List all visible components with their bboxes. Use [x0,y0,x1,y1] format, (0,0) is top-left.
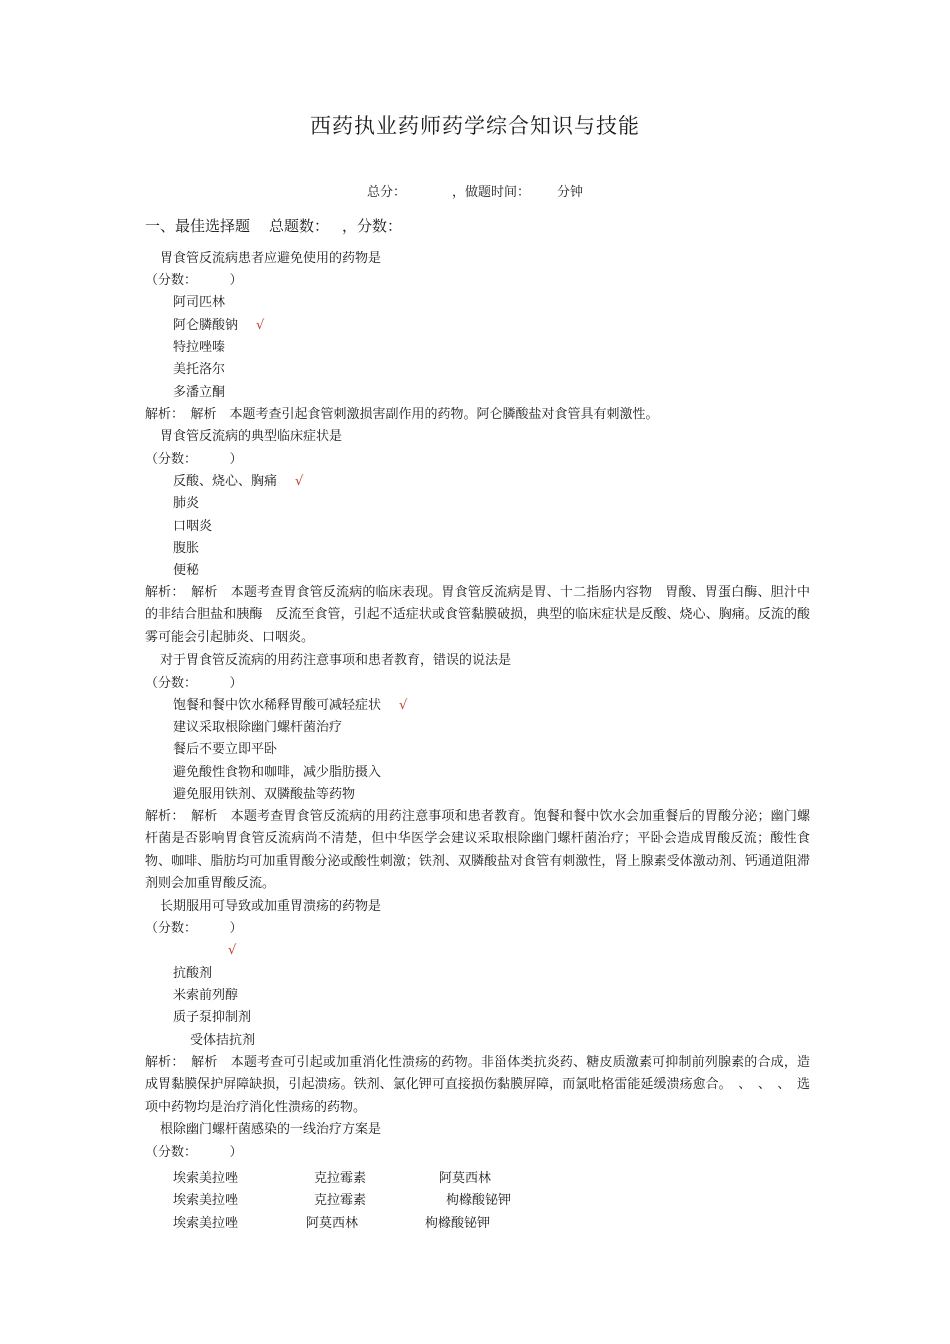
regimen-drug: 阿莫西林 [306,1216,359,1231]
analysis: 解析： 解析 本题考查胃食管反流病的临床表现。胃食管反流病是胃、十二指肠内容物 胃酸、胃蛋白酶、胆汁中的非结合胆盐和胰酶 反流至食管，引起不适症状或食管黏膜破损，典型的临床症状是反酸、烧心、胸痛。反流的酸雾可能会引起肺炎、口咽炎。 [145,585,810,645]
correct-mark: √ [399,698,408,713]
option-correct [173,698,407,714]
option: 质子泵抑制剂 [173,1010,252,1025]
option: 腹胀 [173,541,200,556]
time-label: ，做题时间： [452,185,531,200]
option-text: 反酸、烧心、胸痛 [173,474,278,489]
analysis: 解析： 解析 本题考查可引起或加重消化性溃疡的药物。非甾体类抗炎药、糖皮质激素可抑制前列腺素的合成，造成胃黏膜保护屏障缺损，引起溃疡。铁剂、氯化钾可直接损伤黏膜屏障，而氯吡格雷能延缓溃疡愈合。 、 、 、 选项中药物均是治疗消化性溃疡的药物。 [145,1055,810,1115]
option: 特拉唑嗪 [173,340,226,355]
total-score-label: 总分： [367,185,407,200]
question-score: （分数： ） [145,1145,243,1160]
option: 口咽炎 [173,519,213,534]
question-score: （分数： ） [145,921,243,936]
minutes-label: 分钟 [557,185,584,200]
option: 多潘立酮 [173,385,226,400]
regimen-drug: 阿莫西林 [439,1171,492,1186]
question-stem: 胃食管反流病的典型临床症状是 [160,429,343,444]
option: 抗酸剂 [173,966,213,981]
section-title: 一、最佳选择题 [145,217,251,235]
question-stem: 胃食管反流病患者应避免使用的药物是 [160,251,382,266]
option-correct [173,318,264,334]
page-title: 西药执业药师药学综合知识与技能 [310,114,640,138]
regimen-drug: 枸橼酸铋钾 [446,1193,512,1208]
regimen-drug: 克拉霉素 [314,1171,367,1186]
option: 避免酸性食物和咖啡，减少脂肪摄入 [173,765,382,780]
question-stem: 对于胃食管反流病的用药注意事项和患者教育，错误的说法是 [160,653,512,668]
question-score: （分数： ） [145,273,243,288]
option-text: 阿仑膦酸钠 [173,318,239,333]
question-stem: 根除幽门螺杆菌感染的一线治疗方案是 [160,1122,382,1137]
question-score: （分数： ） [145,676,243,691]
correct-mark: √ [295,474,304,489]
question-stem: 长期服用可导致或加重胃溃疡的药物是 [160,899,382,914]
option: 美托洛尔 [173,362,226,377]
correct-mark: √ [256,318,265,333]
regimen-drug: 埃索美拉唑 [173,1193,239,1208]
option: 避免服用铁剂、双膦酸盐等药物 [173,787,356,802]
regimen-drug: 枸橼酸铋钾 [425,1216,491,1231]
regimen-drug: 埃索美拉唑 [173,1171,239,1186]
option-correct [173,474,303,490]
option: 便秘 [173,563,200,578]
option: 肺炎 [173,496,200,511]
section-score-label: ，分数： [342,217,403,235]
option: 受体拮抗剂 [190,1033,256,1048]
option: 阿司匹林 [173,295,226,310]
regimen-drug: 埃索美拉唑 [173,1216,239,1231]
option-text: 饱餐和餐中饮水稀释胃酸可减轻症状 [173,698,382,713]
question-score: （分数： ） [145,452,243,467]
question-count-label: 总题数： [269,217,330,235]
option: 建议采取根除幽门螺杆菌治疗 [173,720,343,735]
option: 米索前列醇 [173,988,239,1003]
correct-mark: √ [228,943,237,958]
analysis: 解析： 解析 本题考查引起食管刺激损害副作用的药物。阿仑膦酸盐对食管具有刺激性。 [145,407,659,422]
analysis: 解析： 解析 本题考查胃食管反流病的用药注意事项和患者教育。饱餐和餐中饮水会加重餐后的胃酸分泌；幽门螺杆菌是否影响胃食管反流病尚不清楚，但中华医学会建议采取根除幽门螺杆菌治疗；平卧会造成胃酸反流；酸性食物、咖啡、脂肪均可加重胃酸分泌或酸性刺激；铁剂、双膦酸盐对食管有刺激性，肾上腺素受体激动剂、钙通道阻滞剂则会加重胃酸反流。 [145,809,810,891]
option: 餐后不要立即平卧 [173,742,278,757]
regimen-drug: 克拉霉素 [314,1193,367,1208]
